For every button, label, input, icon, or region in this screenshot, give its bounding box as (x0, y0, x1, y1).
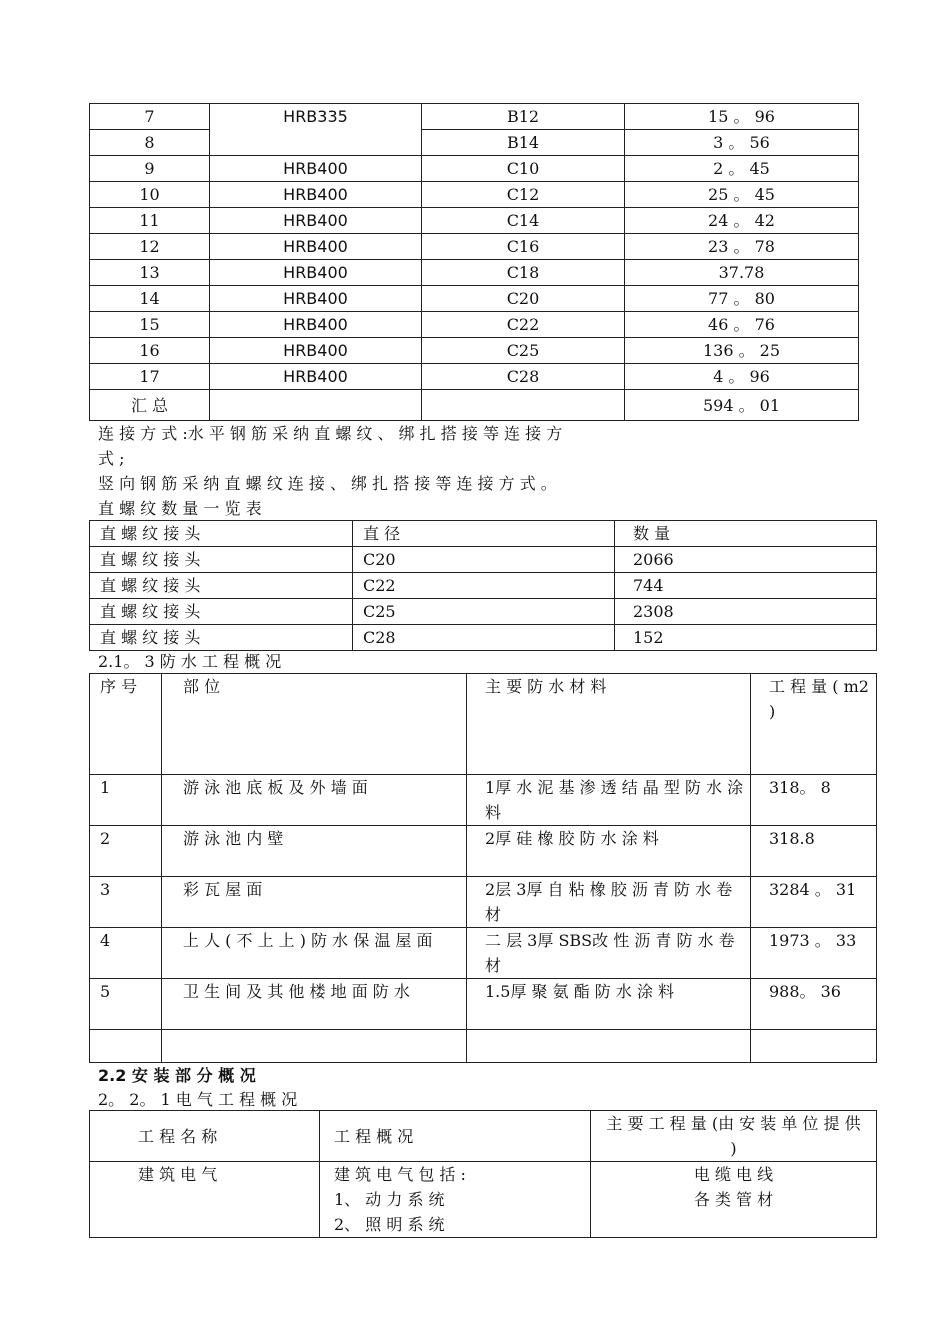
connection-text: 连 接 方 式 :水 平 钢 筋 采 纳 直 螺 纹 、 绑 扎 搭 接 等 连 接 方 (98, 424, 563, 443)
total-label: 汇 总 (90, 390, 210, 421)
table-cell: 23 。 78 (625, 234, 859, 260)
table-cell (751, 1030, 877, 1063)
table-cell: 游 泳 池 底 板 及 外 墙 面 (162, 775, 467, 826)
table-cell: B12 (422, 104, 625, 130)
table-cell: 12 (90, 234, 210, 260)
table-cell: 14 (90, 286, 210, 312)
table-cell: HRB400 (210, 182, 422, 208)
table-cell: 3 (90, 877, 162, 928)
table-cell (90, 1030, 162, 1063)
table-cell: 4 。 96 (625, 364, 859, 390)
table-cell: 2层 3厚 自 粘 橡 胶 沥 青 防 水 卷 材 (467, 877, 751, 928)
table-cell: 152 (615, 625, 877, 651)
table-cell: 3 。 56 (625, 130, 859, 156)
table-cell: C20 (353, 547, 615, 573)
table-header: 数 量 (615, 521, 877, 547)
table-cell: C10 (422, 156, 625, 182)
table-cell: 11 (90, 208, 210, 234)
table-cell: 1 (90, 775, 162, 826)
table-header: 主 要 防 水 材 料 (467, 674, 751, 775)
table-cell: 10 (90, 182, 210, 208)
table-cell: C28 (353, 625, 615, 651)
table-cell (422, 390, 625, 421)
connection-text: 竖 向 钢 筋 采 纳 直 螺 纹 连 接 、 绑 扎 搭 接 等 连 接 方 式 。 (98, 474, 557, 493)
table-cell: HRB400 (210, 234, 422, 260)
table-cell: 13 (90, 260, 210, 286)
desc-line: 2、 照 明 系 统 (334, 1215, 445, 1234)
table-cell: 136 。 25 (625, 338, 859, 364)
desc-line: 1、 动 力 系 统 (334, 1190, 445, 1209)
table-header: 部 位 (162, 674, 467, 775)
table-cell: 建 筑 电 气 (90, 1162, 320, 1238)
table-cell (467, 1030, 751, 1063)
table-header: 直 螺 纹 接 头 (90, 521, 353, 547)
table-cell: 2066 (615, 547, 877, 573)
table-header: 序 号 (90, 674, 162, 775)
table-cell (210, 390, 422, 421)
table-cell: HRB400 (210, 156, 422, 182)
thread-table (89, 520, 877, 651)
electric-table (89, 1110, 877, 1238)
table-cell: C25 (353, 599, 615, 625)
table-cell: HRB400 (210, 286, 422, 312)
table-header: 工 程 量 ( m2 ) (751, 674, 877, 775)
table-cell: 1厚 水 泥 基 渗 透 结 晶 型 防 水 涂 料 (467, 775, 751, 826)
table-cell: 2 。 45 (625, 156, 859, 182)
table-cell: 2厚 硅 橡 胶 防 水 涂 料 (467, 826, 751, 877)
thread-table-title: 直 螺 纹 数 量 一 览 表 (98, 499, 262, 518)
section-heading: 2.2 安 装 部 分 概 况 (98, 1066, 256, 1085)
table-cell: 直 螺 纹 接 头 (90, 625, 353, 651)
table-header: 主 要 工 程 量 (由 安 装 单 位 提 供 ) (591, 1111, 877, 1162)
table-cell: 17 (90, 364, 210, 390)
table-cell: 2308 (615, 599, 877, 625)
table-cell: HRB400 (210, 312, 422, 338)
table-header: 直 径 (353, 521, 615, 547)
table-cell: C12 (422, 182, 625, 208)
table-cell: 二 层 3厚 SBS改 性 沥 青 防 水 卷 材 (467, 928, 751, 979)
qty-line: 各 类 管 材 (693, 1190, 774, 1209)
table-cell: 25 。 45 (625, 182, 859, 208)
table-cell: 游 泳 池 内 壁 (162, 826, 467, 877)
table-cell: 77 。 80 (625, 286, 859, 312)
table-cell: C25 (422, 338, 625, 364)
table-cell (320, 1162, 591, 1238)
table-cell: C22 (422, 312, 625, 338)
table-cell: C18 (422, 260, 625, 286)
table-cell (162, 1030, 467, 1063)
table-cell: C28 (422, 364, 625, 390)
total-value: 594 。 01 (625, 390, 859, 421)
table-cell: 1973 。 33 (751, 928, 877, 979)
electric-title: 2。 2。 1 电 气 工 程 概 况 (98, 1090, 298, 1109)
table-cell: 直 螺 纹 接 头 (90, 573, 353, 599)
table-cell (591, 1162, 877, 1238)
table-cell: HRB335 (210, 104, 422, 156)
table-cell: 15 (90, 312, 210, 338)
desc-line: 建 筑 电 气 包 括 : (334, 1165, 466, 1184)
table-cell: C14 (422, 208, 625, 234)
table-cell: HRB400 (210, 338, 422, 364)
table-cell: 5 (90, 979, 162, 1030)
table-cell: 卫 生 间 及 其 他 楼 地 面 防 水 (162, 979, 467, 1030)
table-cell: 37.78 (625, 260, 859, 286)
table-cell: 9 (90, 156, 210, 182)
table-cell: 上 人 ( 不 上 上 ) 防 水 保 温 屋 面 (162, 928, 467, 979)
table-cell: C20 (422, 286, 625, 312)
table-cell: HRB400 (210, 260, 422, 286)
table-cell: 8 (90, 130, 210, 156)
table-cell: HRB400 (210, 208, 422, 234)
rebar-table (89, 103, 859, 421)
table-cell: 744 (615, 573, 877, 599)
table-cell: 318.8 (751, 826, 877, 877)
table-cell: 46 。 76 (625, 312, 859, 338)
table-cell: C22 (353, 573, 615, 599)
table-cell: 318。 8 (751, 775, 877, 826)
table-cell: 988。 36 (751, 979, 877, 1030)
table-cell: 2 (90, 826, 162, 877)
table-header: 工 程 名 称 (90, 1111, 320, 1162)
table-cell: 7 (90, 104, 210, 130)
table-cell: 3284 。 31 (751, 877, 877, 928)
table-cell: 直 螺 纹 接 头 (90, 599, 353, 625)
table-header: 工 程 概 况 (320, 1111, 591, 1162)
table-cell: 直 螺 纹 接 头 (90, 547, 353, 573)
table-cell: B14 (422, 130, 625, 156)
table-cell: 彩 瓦 屋 面 (162, 877, 467, 928)
table-cell: C16 (422, 234, 625, 260)
qty-line: 电 缆 电 线 (693, 1165, 774, 1184)
table-cell: 4 (90, 928, 162, 979)
table-cell: 15 。 96 (625, 104, 859, 130)
table-cell: 24 。 42 (625, 208, 859, 234)
waterproof-table (89, 673, 877, 1063)
waterproof-title: 2.1。 3 防 水 工 程 概 况 (98, 652, 282, 671)
connection-text: 式 ; (98, 449, 125, 468)
table-cell: 1.5厚 聚 氨 酯 防 水 涂 料 (467, 979, 751, 1030)
table-cell: HRB400 (210, 364, 422, 390)
table-cell: 16 (90, 338, 210, 364)
